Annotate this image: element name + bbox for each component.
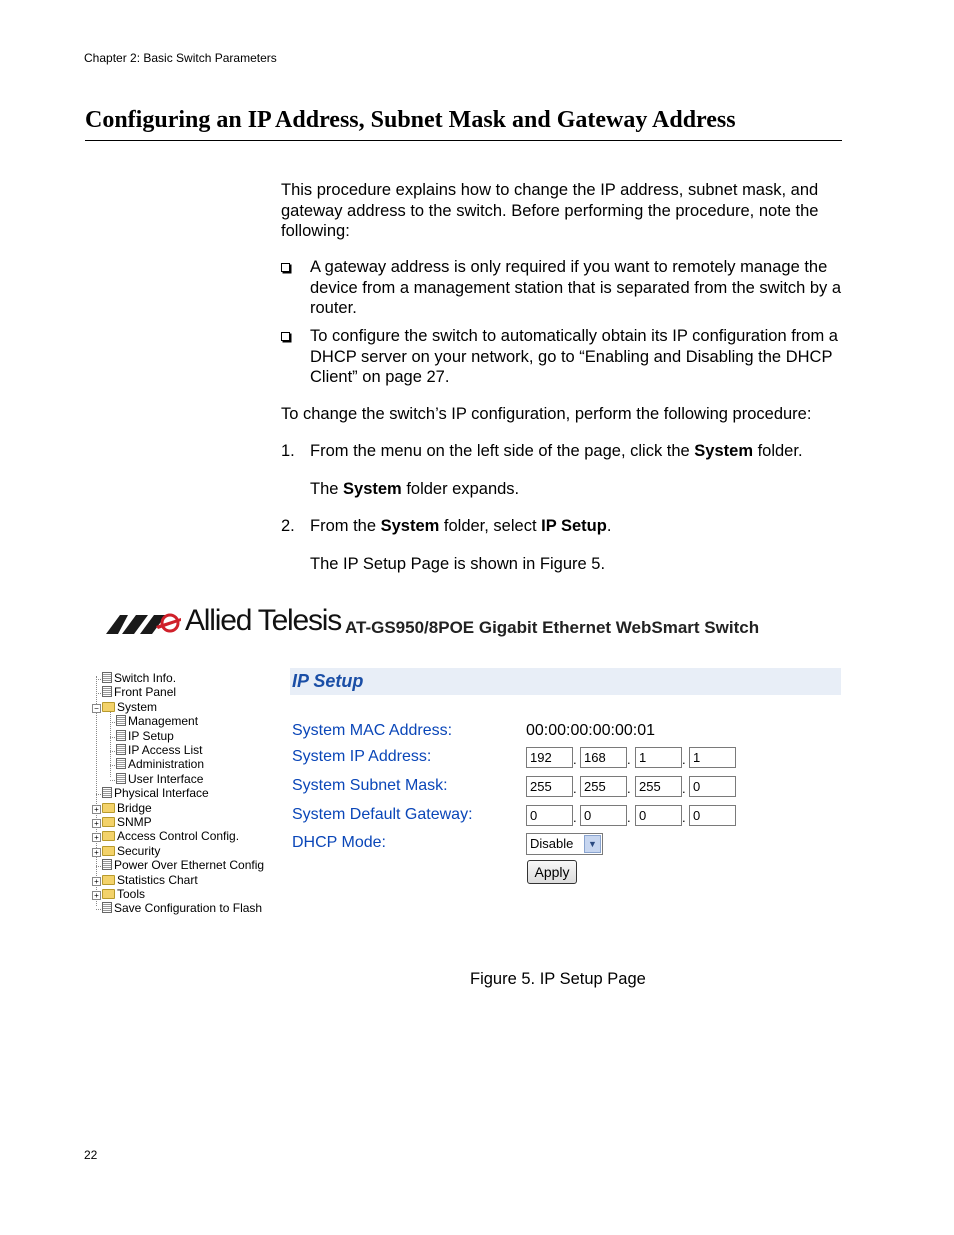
nav-item[interactable] — [116, 744, 202, 757]
step-number: 1. — [281, 442, 295, 460]
mask-octet-input[interactable]: 0 — [689, 776, 736, 797]
nav-item-label: Save Configuration to Flash — [114, 901, 263, 916]
folder-icon — [102, 803, 115, 813]
page-icon — [116, 730, 126, 741]
page-icon — [116, 744, 126, 755]
folder-icon — [102, 831, 115, 841]
nav-item-label: IP Setup — [128, 728, 174, 743]
step-text: From the menu on the left side of the page, click the System folder. — [310, 442, 803, 460]
nav-item-label: Access Control Config. — [117, 829, 240, 844]
nav-item[interactable] — [102, 859, 264, 872]
expand-icon[interactable]: + — [92, 819, 101, 828]
step-result: The System folder expands. — [310, 480, 520, 498]
folder-icon — [102, 846, 115, 856]
ip-octet-input[interactable]: 1 — [689, 747, 736, 768]
octet-separator: . — [682, 752, 686, 767]
octet-separator: . — [627, 752, 631, 767]
page-icon — [102, 686, 112, 697]
mask-octet-input[interactable]: 255 — [526, 776, 573, 797]
dhcp-mode-select[interactable] — [526, 833, 603, 855]
bullet-box-icon — [281, 263, 290, 272]
ip-octet-input[interactable]: 192 — [526, 747, 573, 768]
section-title: Configuring an IP Address, Subnet Mask and Gateway Address — [85, 107, 736, 133]
octet-separator: . — [573, 752, 577, 767]
nav-item[interactable] — [116, 730, 174, 743]
nav-item-label: Front Panel — [114, 685, 177, 700]
folder-icon — [102, 889, 115, 899]
title-rule — [85, 140, 842, 141]
folder-icon — [102, 702, 115, 712]
step-number: 2. — [281, 517, 295, 535]
page-number: 22 — [84, 1148, 98, 1162]
allied-telesis-logo-icon — [106, 612, 181, 636]
octet-separator: . — [573, 810, 577, 825]
nav-item-label: Switch Info. — [114, 671, 177, 685]
folder-icon — [102, 817, 115, 827]
nav-item[interactable] — [116, 758, 204, 771]
nav-item[interactable] — [102, 902, 262, 915]
mask-octet-input[interactable]: 255 — [580, 776, 627, 797]
dhcp-mode-label: DHCP Mode: — [292, 834, 386, 851]
page-icon — [116, 773, 126, 784]
nav-item[interactable] — [102, 874, 198, 887]
ip-octet-input[interactable]: 168 — [580, 747, 627, 768]
intro-paragraph: This procedure explains how to change the IP address, subnet mask, and gateway address to the switch. Before performing the procedure, note the following: — [281, 181, 819, 240]
nav-item[interactable] — [102, 787, 209, 800]
nav-item[interactable] — [102, 816, 152, 829]
page-icon — [116, 758, 126, 769]
nav-item-label: Management — [128, 714, 199, 729]
gateway-octet-input[interactable]: 0 — [635, 805, 682, 826]
running-header: Chapter 2: Basic Switch Parameters — [84, 51, 277, 65]
page-icon — [102, 672, 112, 683]
octet-separator: . — [627, 781, 631, 796]
product-name: AT-GS950/8POE Gigabit Ethernet WebSmart Switch — [345, 618, 760, 637]
figure-caption: Figure 5. IP Setup Page — [470, 970, 646, 988]
expand-icon[interactable]: + — [92, 877, 101, 886]
octet-separator: . — [573, 781, 577, 796]
subnet-mask-label: System Subnet Mask: — [292, 777, 448, 794]
mac-address-value: 00:00:00:00:00:01 — [526, 722, 656, 739]
nav-item-label: User Interface — [128, 771, 204, 786]
octet-separator: . — [682, 781, 686, 796]
expand-icon[interactable]: + — [92, 805, 101, 814]
nav-item-label: SNMP — [117, 815, 152, 829]
nav-item-label: System — [117, 699, 158, 714]
apply-button[interactable]: Apply — [527, 860, 577, 884]
gateway-octet-input[interactable]: 0 — [689, 805, 736, 826]
nav-item[interactable] — [102, 686, 176, 699]
bullet-box-icon — [281, 332, 290, 341]
page-icon — [102, 787, 112, 798]
nav-item[interactable] — [116, 773, 203, 786]
dhcp-mode-value: Disable — [530, 836, 574, 851]
mac-address-label: System MAC Address: — [292, 722, 453, 739]
nav-item-label: Administration — [128, 757, 205, 772]
nav-item[interactable] — [102, 845, 160, 858]
nav-item-label: Bridge — [117, 800, 152, 815]
nav-tree — [90, 670, 280, 920]
ip-address-label: System IP Address: — [292, 748, 432, 765]
nav-item-label: Security — [117, 843, 161, 858]
folder-icon — [102, 875, 115, 885]
bullet-text: To configure the switch to automatically obtain its IP configuration from a DHCP server on your network, go to “Enabling and Disabling the DHCP Client” on page 27. — [310, 327, 838, 386]
nav-item[interactable] — [116, 715, 198, 728]
nav-item[interactable] — [102, 802, 152, 815]
expand-icon[interactable]: + — [92, 891, 101, 900]
logo-wordmark: Allied Telesis — [185, 604, 342, 637]
page-icon — [102, 859, 112, 870]
page-icon — [102, 902, 112, 913]
octet-separator: . — [627, 810, 631, 825]
expand-icon[interactable]: + — [92, 833, 101, 842]
panel-title: IP Setup — [292, 671, 364, 691]
nav-item-label: Tools — [117, 887, 146, 901]
ip-octet-input[interactable]: 1 — [635, 747, 682, 768]
bullet-text: A gateway address is only required if you want to remotely manage the device from a management station that is separated from the switch by a router. — [310, 258, 842, 317]
nav-item-label: IP Access List — [128, 743, 203, 757]
nav-item[interactable] — [102, 830, 239, 843]
default-gateway-label: System Default Gateway: — [292, 806, 473, 823]
nav-item[interactable] — [102, 701, 157, 714]
collapse-icon[interactable]: − — [92, 704, 101, 713]
expand-icon[interactable]: + — [92, 848, 101, 857]
nav-item-label: Physical Interface — [114, 786, 209, 801]
panel-header — [290, 668, 841, 695]
nav-item-label: Statistics Chart — [117, 872, 198, 887]
nav-item[interactable] — [102, 888, 145, 901]
mask-octet-input[interactable]: 255 — [635, 776, 682, 797]
gateway-octet-input[interactable]: 0 — [526, 805, 573, 826]
nav-item-label: Power Over Ethernet Config — [114, 858, 265, 873]
step-text: From the System folder, select IP Setup. — [310, 517, 612, 535]
procedure-intro: To change the switch’s IP configuration, perform the following procedure: — [281, 405, 812, 423]
nav-item[interactable] — [102, 672, 176, 685]
page-icon — [116, 715, 126, 726]
chevron-down-icon[interactable]: ▼ — [584, 835, 601, 853]
step-result: The IP Setup Page is shown in Figure 5. — [310, 555, 606, 573]
octet-separator: . — [682, 810, 686, 825]
gateway-octet-input[interactable]: 0 — [580, 805, 627, 826]
